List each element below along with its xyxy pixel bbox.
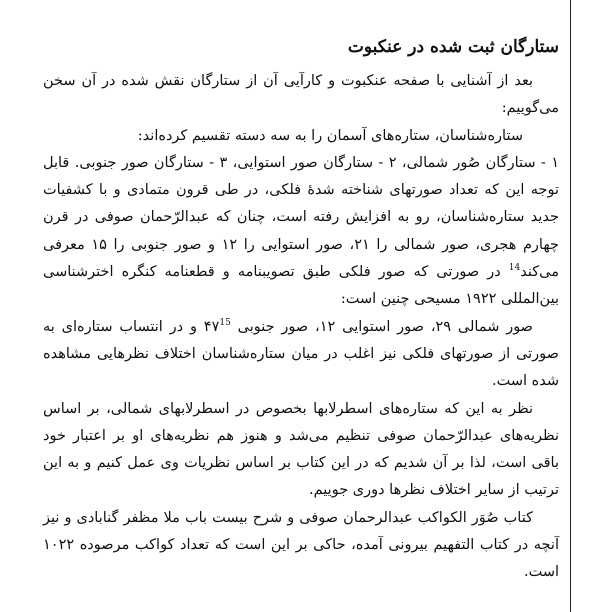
paragraph-star-count: کتاب صُوَر الکواکب عبدالرحمان صوفی و شرح بیست باب ملا مظفر گنابادی و نیز آنچه در کتاب التفهیم بیرونی آمده، حاکی بر این است که تعداد کواکب مرصوده ۱۰۲۲ است. — [43, 509, 559, 581]
paragraph-congress-counts-text: صور شمالی ۲۹، صور استوایی ۱۲، صور جنوبی ۴۷ — [203, 318, 533, 335]
paragraph-congress-counts-continued: و در انتساب ستاره‌ای به صورتی از صورتهای فلکی نیز اغلب در میان ستاره‌شناسان اختلاف نظرهایی مشاهده شده است. — [43, 318, 559, 390]
paragraph-constellation-groups-continued: در صورتی که صور فلکی طبق تصویبنامه و قطعنامه کنگره اخترشناسی بین‌المللی ۱۹۲۲ مسیحی چنین است: — [43, 264, 559, 308]
footnote-marker-14: 14 — [508, 263, 521, 274]
paragraph-sufi-theories: نظر به این که ستاره‌های اسطرلابها بخصوص در اسطرلابهای شمالی، بر اساس نظریه‌های عبدالرّحمان صوفی تنظیم می‌شد و هنوز هم نظریه‌های او بر اعتبار خود باقی است، لذا بر آن شدیم که در این کتاب بر اساس نظریات وی عمل کنیم و به این ترتیب از سایر اختلاف نظرها دوری جوییم. — [43, 400, 559, 499]
paragraph-congress-counts — [43, 314, 559, 396]
paragraph-intro: بعد از آشنایی با صفحه عنکبوت و کارآیی آن از ستارگان نقش شده در آن سخن می‌گوییم: — [43, 73, 559, 117]
body-text — [43, 68, 559, 587]
footnote-marker-15: 15 — [219, 317, 231, 328]
section-heading: ستارگان ثبت شده در عنکبوت — [347, 37, 559, 57]
paragraph-constellation-groups-text: ۱ - ستارگان صُور شمالی، ۲ - ستارگان صور استوایی، ۳ - ستارگان صور جنوبی. قابل توجه این که تعداد صورتهای شناخته شدهٔ فلکی، در طی قرون متمادی و با کشفیات جدید ستاره‌شناسان، رو به افزایش رفته است، چنان که عبدالرّحمان صوفی در قرن چهارم هجری، صور شمالی را ۲۱، صور استوایی را ۱۲ و صور جنوبی را ۱۵ معرفی می‌کند — [43, 154, 559, 281]
paragraph-constellation-groups — [43, 150, 559, 314]
page-edge-line — [570, 0, 571, 612]
paragraph-classification: ستاره‌شناسان، ستاره‌های آسمان را به سه دسته تقسیم کرده‌اند: — [137, 127, 523, 144]
